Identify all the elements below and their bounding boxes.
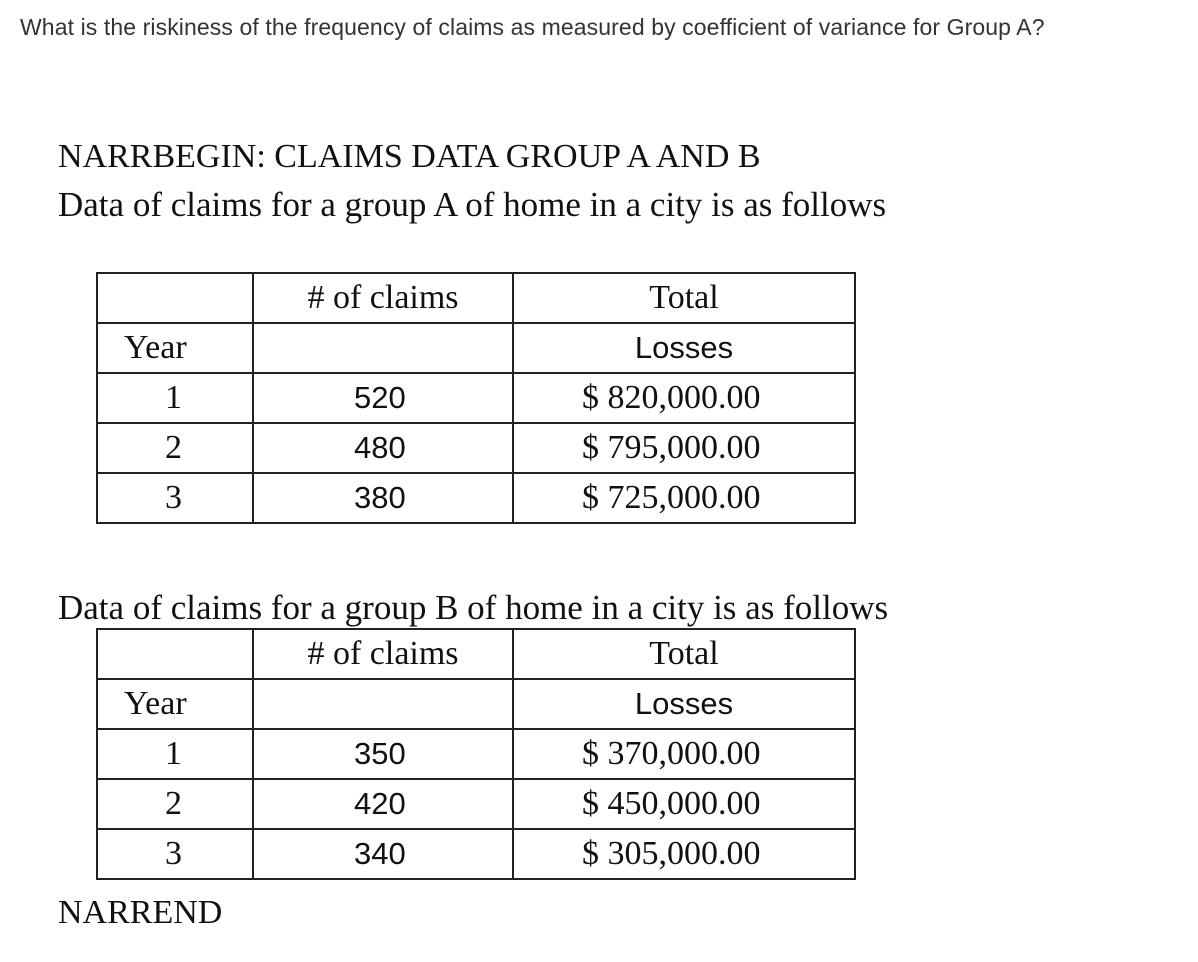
losses-cell: $ 820,000.00 bbox=[513, 373, 855, 423]
year-header: Year bbox=[97, 323, 253, 373]
year-cell: 2 bbox=[97, 779, 253, 829]
losses-cell: $ 370,000.00 bbox=[513, 729, 855, 779]
year-header: Year bbox=[97, 679, 253, 729]
table-cell bbox=[97, 629, 253, 679]
year-cell: 3 bbox=[97, 473, 253, 523]
losses-cell: $ 450,000.00 bbox=[513, 779, 855, 829]
table-row bbox=[97, 829, 855, 879]
group-a-table bbox=[96, 272, 856, 524]
table-row bbox=[97, 729, 855, 779]
claims-cell: 350 bbox=[253, 729, 513, 779]
losses-cell: $ 305,000.00 bbox=[513, 829, 855, 879]
table-row bbox=[97, 779, 855, 829]
year-cell: 2 bbox=[97, 423, 253, 473]
year-cell: 3 bbox=[97, 829, 253, 879]
table-cell bbox=[97, 273, 253, 323]
table-header-row bbox=[97, 629, 855, 679]
losses-header: Losses bbox=[513, 323, 855, 373]
table-header-row bbox=[97, 273, 855, 323]
group-a-intro: Data of claims for a group A of home in a city is as follows bbox=[58, 185, 887, 224]
table-cell bbox=[253, 679, 513, 729]
table-header-row bbox=[97, 679, 855, 729]
table-row bbox=[97, 473, 855, 523]
losses-header: Losses bbox=[513, 679, 855, 729]
claims-cell: 380 bbox=[253, 473, 513, 523]
group-b-table bbox=[96, 628, 856, 880]
losses-cell: $ 725,000.00 bbox=[513, 473, 855, 523]
claims-header: # of claims bbox=[253, 629, 513, 679]
losses-cell: $ 795,000.00 bbox=[513, 423, 855, 473]
table-cell bbox=[253, 323, 513, 373]
claims-cell: 420 bbox=[253, 779, 513, 829]
year-cell: 1 bbox=[97, 729, 253, 779]
claims-cell: 340 bbox=[253, 829, 513, 879]
question-text: What is the riskiness of the frequency of claims as measured by coefficient of variance for Group A? bbox=[20, 14, 1045, 40]
year-cell: 1 bbox=[97, 373, 253, 423]
claims-header: # of claims bbox=[253, 273, 513, 323]
total-header: Total bbox=[513, 273, 855, 323]
claims-cell: 480 bbox=[253, 423, 513, 473]
table-row bbox=[97, 373, 855, 423]
narr-end-label: NARREND bbox=[58, 894, 223, 931]
narr-begin-heading: NARRBEGIN: CLAIMS DATA GROUP A AND B bbox=[58, 138, 761, 175]
claims-cell: 520 bbox=[253, 373, 513, 423]
table-header-row bbox=[97, 323, 855, 373]
group-b-intro: Data of claims for a group B of home in a city is as follows bbox=[58, 588, 889, 627]
table-row bbox=[97, 423, 855, 473]
total-header: Total bbox=[513, 629, 855, 679]
